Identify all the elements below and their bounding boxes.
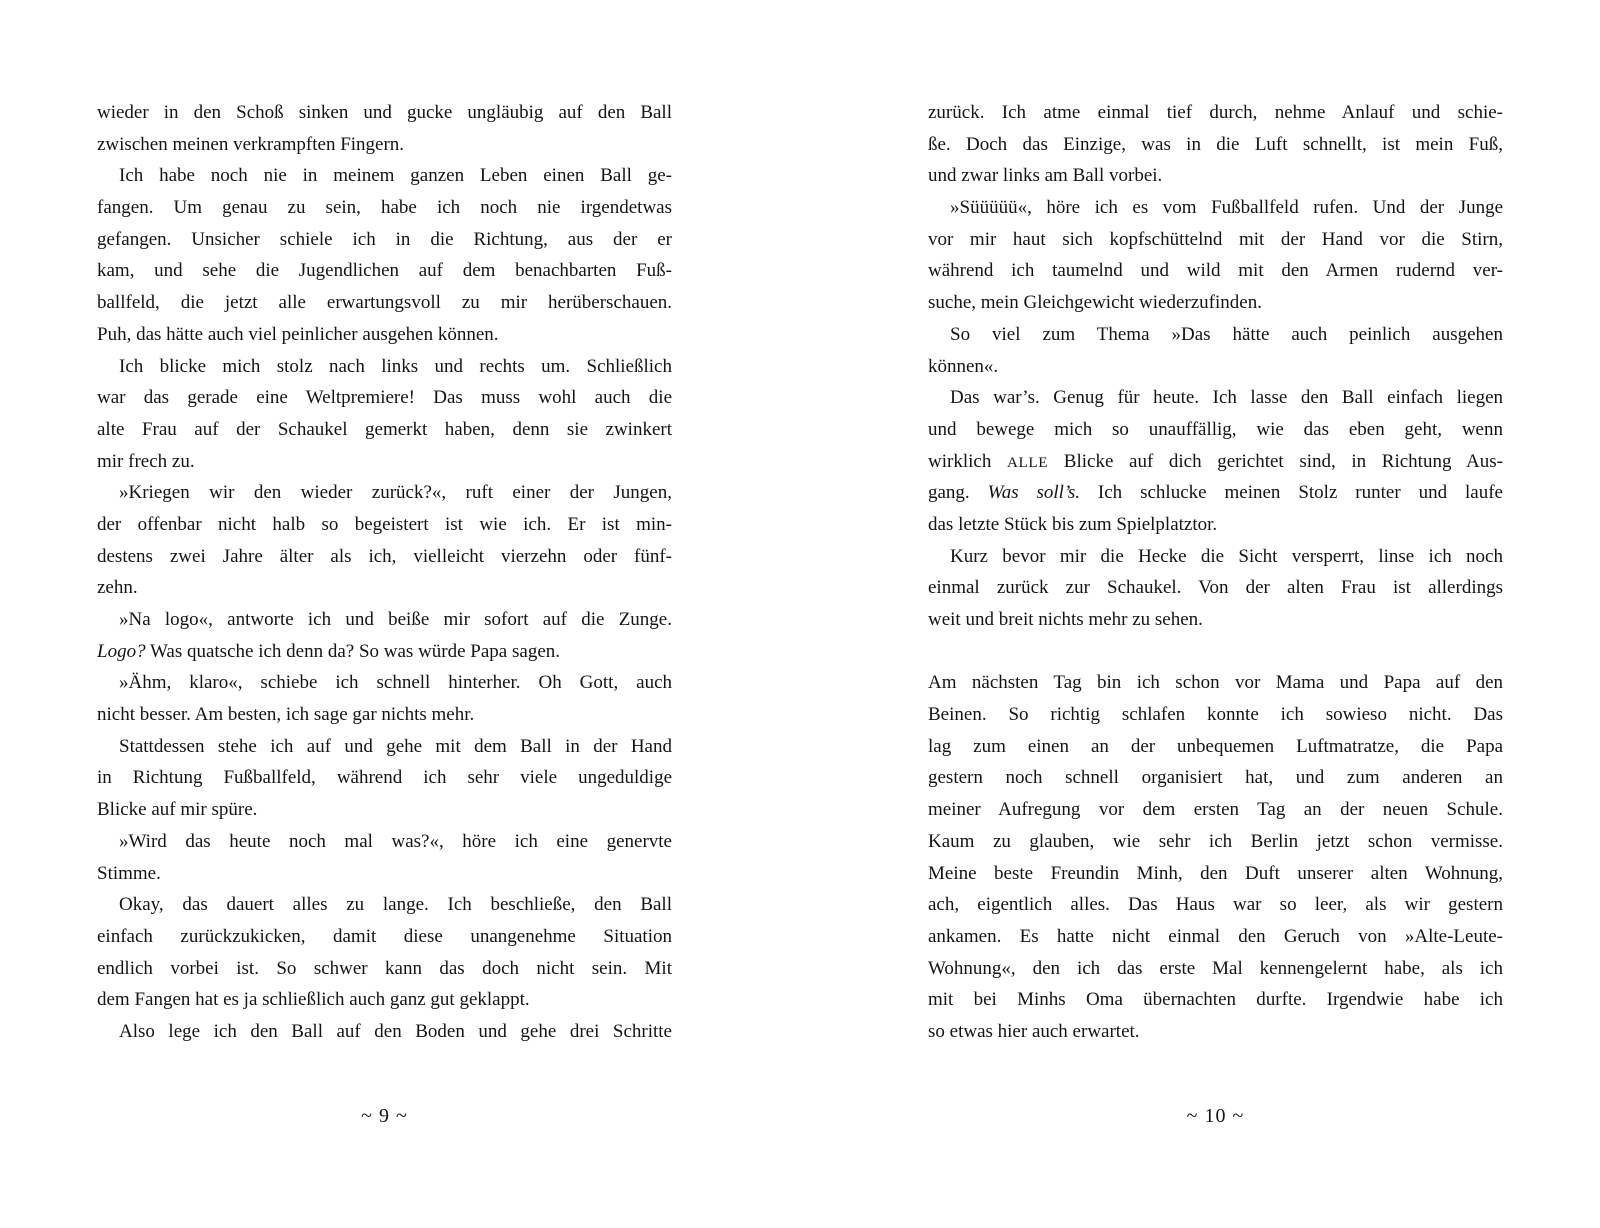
text-line [928, 351, 1503, 383]
text-segment: »Na logo«, antworte ich und beiße mir sofort auf die Zunge. [119, 609, 672, 630]
text-segment: Meine beste Freundin Minh, den Duft unserer alten Wohnung, [928, 862, 1503, 884]
text-segment-italic: Was soll’s. [987, 482, 1080, 504]
text-line [97, 414, 672, 446]
text-segment: dem Fangen hat es ja schließlich auch ganz gut geklappt. [97, 989, 530, 1011]
text-segment: einfach zurückzukicken, damit diese unangenehme Situation [97, 925, 672, 947]
text-line [928, 287, 1503, 319]
text-line [97, 255, 672, 287]
text-segment: ankamen. Es hatte nicht einmal den Geruch von »Alte-Leute- [928, 925, 1503, 947]
text-line [928, 699, 1503, 731]
page-9 [97, 97, 672, 1128]
text-line [928, 1016, 1503, 1048]
text-segment: Stimme. [97, 862, 161, 884]
text-segment: ballfeld, die jetzt alle erwartungsvoll zu mir herüberschauen. [97, 292, 672, 314]
text-segment: Ich schlucke meinen Stolz runter und laufe [1079, 482, 1503, 504]
text-segment: Kurz bevor mir die Hecke die Sicht versperrt, linse ich noch [950, 545, 1503, 567]
text-line [928, 414, 1503, 446]
text-segment: mit bei Minhs Oma übernachten durfte. Irgendwie habe ich [928, 989, 1503, 1011]
page-10-text [928, 97, 1503, 1048]
text-line [928, 921, 1503, 953]
text-segment: ße. Doch das Einzige, was in die Luft schnellt, ist mein Fuß, [928, 133, 1503, 155]
text-segment: vor mir haut sich kopfschüttelnd mit der Hand vor die Stirn, [928, 228, 1503, 250]
text-segment: alte Frau auf der Schaukel gemerkt haben, denn sie zwinkert [97, 418, 672, 440]
text-segment-italic: Logo? [97, 640, 146, 662]
text-line [928, 160, 1503, 192]
text-segment: meiner Aufregung vor dem ersten Tag an der neuen Schule. [928, 799, 1503, 821]
text-line [928, 604, 1503, 636]
text-line [97, 509, 672, 541]
text-line [928, 953, 1503, 985]
text-segment: fangen. Um genau zu sein, habe ich noch nie irgendetwas [97, 197, 672, 219]
text-segment: mir frech zu. [97, 450, 195, 472]
page-10 [928, 97, 1503, 1128]
text-segment: So viel zum Thema »Das hätte auch peinlich ausgehen [950, 323, 1503, 345]
text-line [928, 255, 1503, 287]
text-line [97, 541, 672, 573]
text-line [97, 287, 672, 319]
text-segment: Stattdessen stehe ich auf und gehe mit dem Ball in der Hand [119, 735, 672, 757]
text-segment: gang. [928, 482, 988, 504]
text-segment: Ich blicke mich stolz nach links und rechts um. Schließlich [119, 355, 672, 377]
text-segment: zwischen meinen verkrampften Fingern. [97, 133, 405, 155]
text-line [928, 762, 1503, 794]
text-segment: so etwas hier auch erwartet. [928, 1020, 1140, 1042]
page-9-text [97, 97, 672, 1048]
text-segment: in Richtung Fußballfeld, während ich sehr viele ungeduldige [97, 767, 672, 789]
text-line [97, 826, 672, 858]
text-segment: Was quatsche ich denn da? So was würde Papa sagen. [145, 640, 560, 662]
page-number-9: ~ 9 ~ [361, 1104, 408, 1127]
text-line [928, 572, 1503, 604]
text-line [97, 1016, 672, 1048]
text-line [928, 731, 1503, 763]
text-line [928, 636, 1503, 668]
text-line [97, 604, 672, 636]
text-segment: nicht besser. Am besten, ich sage gar nichts mehr. [97, 704, 475, 726]
text-line [97, 224, 672, 256]
text-segment: während ich taumelnd und wild mit den Armen rudernd ver- [928, 260, 1503, 282]
text-line [928, 477, 1503, 509]
text-segment: können«. [928, 355, 999, 377]
text-segment: Ich habe noch nie in meinem ganzen Leben einen Ball ge- [119, 165, 672, 187]
text-segment: weit und breit nichts mehr zu sehen. [928, 609, 1203, 630]
text-segment: Okay, das dauert alles zu lange. Ich beschließe, den Ball [119, 894, 672, 916]
text-line [97, 572, 672, 604]
text-line [928, 667, 1503, 699]
text-line [97, 762, 672, 794]
text-line [928, 826, 1503, 858]
text-line [97, 351, 672, 383]
text-line [928, 858, 1503, 890]
text-segment: gefangen. Unsicher schiele ich in die Richtung, aus der er [97, 228, 672, 250]
page-number-10: ~ 10 ~ [1186, 1104, 1245, 1127]
text-line [97, 477, 672, 509]
text-line [97, 953, 672, 985]
text-line [97, 97, 672, 129]
text-line [97, 921, 672, 953]
text-segment: Kaum zu glauben, wie sehr ich Berlin jetzt schon vermisse. [928, 830, 1503, 852]
text-line [97, 192, 672, 224]
text-line [97, 446, 672, 478]
text-line [97, 731, 672, 763]
text-line [97, 858, 672, 890]
text-segment: Am nächsten Tag bin ich schon vor Mama und Papa auf den [928, 672, 1503, 694]
text-segment: Blicke auf mir spüre. [97, 799, 258, 821]
text-line [97, 794, 672, 826]
text-line [928, 889, 1503, 921]
text-segment-smallcaps: ALLE [1006, 453, 1049, 471]
text-line [97, 667, 672, 699]
text-segment: Das war’s. Genug für heute. Ich lasse den Ball einfach liegen [950, 387, 1503, 409]
text-segment: »Kriegen wir den wieder zurück?«, ruft einer der Jungen, [119, 482, 672, 504]
text-line [97, 636, 672, 668]
text-segment: und bewege mich so unauffällig, wie das eben geht, wenn [928, 418, 1503, 440]
text-segment: »Süüüüü«, höre ich es vom Fußballfeld rufen. Und der Junge [950, 197, 1503, 219]
text-segment: wirklich [928, 450, 1007, 472]
text-line [97, 160, 672, 192]
text-line [928, 509, 1503, 541]
text-segment: lag zum einen an der unbequemen Luftmatratze, die Papa [928, 735, 1503, 757]
text-segment: das letzte Stück bis zum Spielplatztor. [928, 513, 1218, 535]
text-line [928, 446, 1503, 478]
text-segment: gestern noch schnell organisiert hat, und zum anderen an [928, 767, 1503, 789]
text-line [928, 97, 1503, 129]
text-segment: war das gerade eine Weltpremiere! Das muss wohl auch die [97, 387, 672, 409]
text-segment: suche, mein Gleichgewicht wiederzufinden. [928, 292, 1262, 314]
text-line [928, 192, 1503, 224]
text-segment: Beinen. So richtig schlafen konnte ich sowieso nicht. Das [928, 704, 1503, 726]
text-segment: der offenbar nicht halb so begeistert ist wie ich. Er ist min- [97, 513, 672, 535]
text-line [928, 224, 1503, 256]
text-segment: kam, und sehe die Jugendlichen auf dem benachbarten Fuß- [97, 260, 672, 282]
text-segment: Blicke auf dich gerichtet sind, in Richtung Aus- [1048, 450, 1503, 472]
text-segment: wieder in den Schoß sinken und gucke ungläubig auf den Ball [97, 102, 672, 123]
text-line [97, 129, 672, 161]
text-line [97, 319, 672, 351]
text-segment: einmal zurück zur Schaukel. Von der alten Frau ist allerdings [928, 577, 1503, 599]
text-line [928, 794, 1503, 826]
text-line [97, 699, 672, 731]
text-segment: und zwar links am Ball vorbei. [928, 165, 1163, 187]
text-segment: zurück. Ich atme einmal tief durch, nehme Anlauf und schie- [928, 102, 1503, 123]
text-line [97, 984, 672, 1016]
text-line [928, 984, 1503, 1016]
text-segment: zehn. [97, 577, 138, 599]
text-line [928, 382, 1503, 414]
text-segment: »Ähm, klaro«, schiebe ich schnell hinterher. Oh Gott, auch [119, 672, 672, 694]
text-line [97, 889, 672, 921]
text-segment: ach, eigentlich alles. Das Haus war so leer, als wir gestern [928, 894, 1503, 916]
text-segment: endlich vorbei ist. So schwer kann das doch nicht sein. Mit [97, 957, 672, 979]
text-line [928, 319, 1503, 351]
text-segment: Wohnung«, den ich das erste Mal kennengelernt habe, als ich [928, 957, 1503, 979]
text-line [928, 129, 1503, 161]
text-segment: Also lege ich den Ball auf den Boden und gehe drei Schritte [119, 1020, 672, 1042]
text-line [97, 382, 672, 414]
text-segment: »Wird das heute noch mal was?«, höre ich eine genervte [119, 830, 672, 852]
text-segment: Puh, das hätte auch viel peinlicher ausgehen können. [97, 323, 499, 345]
text-segment: destens zwei Jahre älter als ich, vielleicht vierzehn oder fünf- [97, 545, 672, 567]
text-line [928, 541, 1503, 573]
